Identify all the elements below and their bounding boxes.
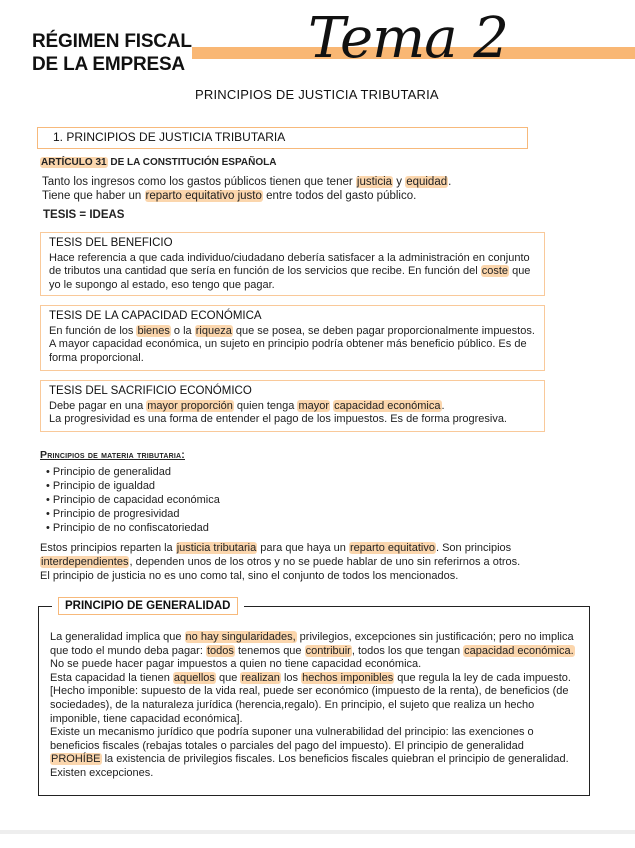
highlight-capacidad-economica: capacidad económica. [464, 644, 574, 657]
text-run: La generalidad implica que [50, 631, 185, 643]
generalidad-label-text: PRINCIPIO DE GENERALIDAD [58, 597, 238, 615]
list-item: • Principio de progresividad [46, 507, 220, 521]
text-run: que [215, 671, 241, 684]
highlight-bienes: bienes [137, 324, 170, 337]
tesis-beneficio-box [40, 232, 545, 296]
intro-paragraph [42, 175, 562, 203]
highlight-contribuir: contribuir [305, 644, 351, 657]
text-run: los [280, 671, 302, 684]
text-run: . Son principios [435, 542, 512, 554]
text-run: Esta capacidad la tienen [50, 671, 173, 684]
header-title-line2: DE LA EMPRESA [32, 54, 185, 75]
highlight-mayor: mayor [298, 399, 330, 412]
page-bottom-divider [0, 830, 635, 834]
tema-title: Tema 2 [308, 6, 509, 71]
highlight-reparto-equitativo: reparto equitativo [349, 542, 435, 554]
highlight-mayor-proporcion: mayor proporción [147, 399, 233, 412]
list-item: • Principio de capacidad económica [46, 493, 220, 507]
generalidad-paragraph-2 [50, 672, 578, 726]
text-run: y [393, 176, 406, 188]
tesis-ideas-label: TESIS = IDEAS [43, 209, 125, 221]
document-header-title [32, 30, 192, 76]
text-run: entre todos del gasto público. [262, 190, 417, 202]
text-run: tenemos que [234, 644, 305, 657]
text-run: Estos principios reparten la [40, 542, 176, 554]
articulo-rest: DE LA CONSTITUCIÓN ESPAÑOLA [107, 157, 277, 168]
tesis-sacrificio-line1 [49, 400, 536, 414]
generalidad-paragraph-3 [50, 726, 578, 780]
list-item: • Principio de no confiscatoriedad [46, 521, 220, 535]
text-run: , todos los que tengan [351, 644, 464, 657]
highlight-equidad: equidad [406, 176, 448, 188]
generalidad-label [52, 596, 244, 615]
highlight-no-hay-singularidades: no hay singularidades, [185, 631, 296, 643]
principios-paragraph-last: El principio de justicia no es uno como tal, sino el conjunto de todos los mencionados. [40, 570, 459, 582]
text-run: En función de los [49, 324, 137, 337]
page-subtitle: PRINCIPIOS DE JUSTICIA TRIBUTARIA [195, 87, 439, 102]
tesis-capacidad-text [49, 325, 536, 366]
text-run: la existencia de privilegios fiscales. Los beneficios fiscales quiebran el principio de generalidad. Existen excepciones. [50, 753, 569, 779]
intro-line-2 [42, 189, 562, 203]
highlight-justicia: justicia [356, 176, 393, 188]
text-run: que regula la ley de cada impuesto. [Hecho imponible: supuesto de la vida real, puede ser económico (impuesto de la renta), de beneficios (de sociedades), de la naturaleza jurídica (herencia,regalo). En principio, el sujeto que realiza un hecho imponible, tiene capacidad económica]. [50, 671, 571, 725]
intro-line-1 [42, 175, 562, 189]
text-run: Existe un mecanismo jurídico que podría suponer una vulnerabilidad del principio: las exenciones o beneficios fiscales (rebajas totales o parciales del pago del impuesto). El principio de generalidad [50, 726, 534, 752]
text-run: No se puede hacer pagar impuestos a quien no tiene capacidad económica. [50, 658, 422, 671]
principios-list [46, 465, 220, 535]
principios-paragraph-body [40, 541, 600, 569]
list-item: • Principio de igualdad [46, 479, 220, 493]
generalidad-paragraph-1 [50, 631, 578, 672]
tesis-beneficio-title: TESIS DEL BENEFICIO [49, 237, 173, 249]
tesis-sacrificio-line2: La progresividad es una forma de entender el pago de los impuestos. Es de forma progresiva. [49, 413, 507, 425]
text-run: quien tenga [233, 399, 298, 412]
highlight-interdependientes: interdependientes [41, 556, 129, 568]
text-run: . [448, 176, 452, 188]
highlight-prohibe: PROHÍBE [51, 753, 101, 766]
tesis-capacidad-box [40, 305, 545, 371]
highlight-justicia-tributaria: justicia tributaria [176, 542, 257, 554]
list-item: • Principio de generalidad [46, 465, 220, 479]
text-run: , dependen unos de los otros y no se puede hablar de uno sin referirnos a otros. [129, 556, 521, 568]
highlight-reparto: reparto equitativo justo [145, 190, 262, 202]
text-run: Tiene que haber un [42, 190, 145, 202]
text-run: o la [170, 324, 195, 337]
principios-heading: Principios de materia tributaria: [40, 449, 185, 461]
tesis-sacrificio-title: TESIS DEL SACRIFICIO ECONÓMICO [49, 385, 252, 397]
highlight-hechos-imponibles: hechos imponibles [302, 671, 394, 684]
text-run: privilegios, excepciones sin justificación; pero no implica que todo el mundo deba pagar: [50, 631, 574, 657]
highlight-aquellos: aquellos [173, 671, 215, 684]
highlight-coste: coste [481, 265, 509, 277]
text-run: . [441, 399, 445, 412]
highlight-capacidad-economica: capacidad económica [334, 399, 441, 412]
header-title-line1: RÉGIMEN FISCAL [32, 31, 192, 52]
articulo-highlight: ARTÍCULO 31 [41, 157, 107, 168]
tesis-sacrificio-box [40, 380, 545, 432]
text-run: Hace referencia a que cada individuo/ciudadano debería satisfacer a la administración en conjunto de tributos una cantidad que sería en función de los servicios que recibe. En función del [49, 251, 530, 277]
articulo-reference [40, 156, 276, 170]
tesis-capacidad-title: TESIS DE LA CAPACIDAD ECONÓMICA [49, 310, 262, 322]
text-run: que se posea, se deben pagar proporcionalmente impuestos. A mayor capacidad económica, un sujeto en principio podría obtener más beneficio público. Es de forma proporcional. [49, 324, 535, 364]
text-run: que yo le supongo al estado, eso tengo que pagar. [49, 265, 531, 291]
text-run: para que haya un [257, 542, 349, 554]
text-run: Tanto los ingresos como los gastos públicos tienen que tener [42, 176, 356, 188]
principios-paragraph [40, 541, 600, 583]
tesis-beneficio-text [49, 252, 536, 293]
highlight-todos: todos [206, 644, 234, 657]
highlight-riqueza: riqueza [195, 324, 232, 337]
highlight-realizan: realizan [241, 671, 280, 684]
generalidad-text [50, 631, 578, 781]
section-heading-box: 1. PRINCIPIOS DE JUSTICIA TRIBUTARIA [37, 127, 528, 149]
text-run: Debe pagar en una [49, 399, 147, 412]
